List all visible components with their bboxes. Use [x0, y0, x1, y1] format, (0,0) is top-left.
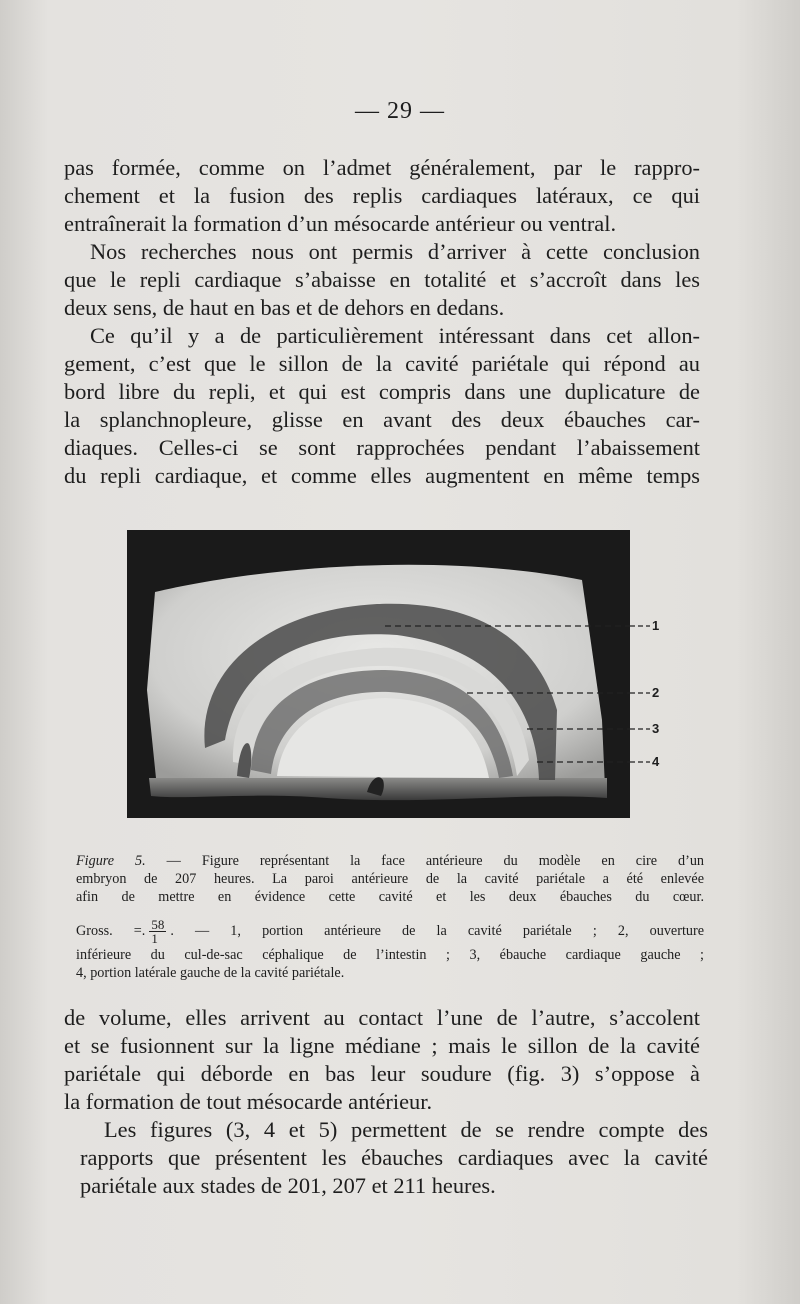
text-line: chement et la fusion des replis cardiaques latéraux, ce qui: [64, 183, 700, 208]
paragraph-3: [64, 322, 700, 490]
text-line: Ce qu’il y a de particulièrement intéressant dans cet allon-: [90, 323, 700, 348]
magnification-label: Gross. =.: [76, 922, 146, 939]
fraction-numerator: 58: [151, 917, 165, 932]
figure-label-3: 3: [652, 721, 660, 736]
text-line: Nos recherches nous ont permis d’arriver à cette conclusion: [90, 239, 700, 264]
caption-line: 4, portion latérale gauche de la cavité pariétale.: [76, 965, 345, 981]
text-line: Les figures (3, 4 et 5) permettent de se rendre compte des: [104, 1117, 708, 1142]
paragraph-5: [80, 1116, 708, 1200]
magnification-fraction: [149, 918, 166, 945]
paragraph-2: [64, 238, 700, 322]
figure-labels: [630, 530, 690, 818]
figure-number: Figure 5.: [76, 853, 146, 869]
text-line: diaques. Celles-ci se sont rapprochées pendant l’abaissement: [64, 435, 700, 460]
text-line: que le repli cardiaque s’abaisse en totalité et s’accroît dans les: [64, 267, 700, 292]
figure-caption: [76, 852, 704, 982]
page-number: — 29 —: [355, 98, 445, 124]
text-line: entraînerait la formation d’un mésocarde antérieur ou ventral.: [64, 211, 617, 236]
text-line: deux sens, de haut en bas et de dehors en dedans.: [64, 295, 505, 320]
text-line: pariétale aux stades de 201, 207 et 211 heures.: [80, 1173, 496, 1198]
figure-label-1: 1: [652, 618, 660, 633]
text-line: du repli cardiaque, et comme elles augmentent en même temps: [64, 463, 700, 488]
text-line: pariétale qui déborde en bas leur soudure (fig. 3) s’oppose à: [64, 1061, 700, 1086]
caption-line: embryon de 207 heures. La paroi antérieure de la cavité pariétale a été enlevée: [76, 871, 704, 887]
caption-line: [76, 852, 704, 870]
text-line: la splanchnopleure, glisse en avant des deux ébauches car-: [64, 407, 700, 432]
fraction-denominator: 1: [151, 931, 158, 946]
caption-text: . — 1, portion antérieure de la cavité pariétale ; 2, ouverture: [170, 922, 704, 939]
caption-magnification-line: [76, 906, 704, 946]
text-line: rapports que présentent les ébauches cardiaques avec la cavité: [80, 1145, 708, 1170]
figure-label-4: 4: [652, 754, 660, 769]
text-line: gement, c’est que le sillon de la cavité pariétale qui répond au: [64, 351, 700, 376]
text-line: bord libre du repli, et qui est compris dans une duplicature de: [64, 379, 700, 404]
text-line: et se fusionnent sur la ligne médiane ; mais le sillon de la cavité: [64, 1033, 700, 1058]
text-line: de volume, elles arrivent au contact l’une de l’autre, s’accolent: [64, 1005, 700, 1030]
figure-5-image: [127, 530, 630, 818]
paragraph-1: [64, 154, 700, 238]
text-line: pas formée, comme on l’admet généralement, par le rappro-: [64, 155, 700, 180]
text-line: la formation de tout mésocarde antérieur.: [64, 1089, 433, 1114]
caption-line: inférieure du cul-de-sac céphalique de l’intestin ; 3, ébauche cardiaque gauche ;: [76, 947, 704, 963]
paragraph-4: [64, 1004, 700, 1116]
figure-label-2: 2: [652, 685, 660, 700]
label-leaders: [630, 530, 690, 818]
caption-line: afin de mettre en évidence cette cavité et les deux ébauches du cœur.: [76, 889, 704, 905]
caption-text: — Figure représentant la face antérieure du modèle en cire d’un: [166, 853, 704, 869]
wax-model-illustration: [127, 530, 630, 818]
